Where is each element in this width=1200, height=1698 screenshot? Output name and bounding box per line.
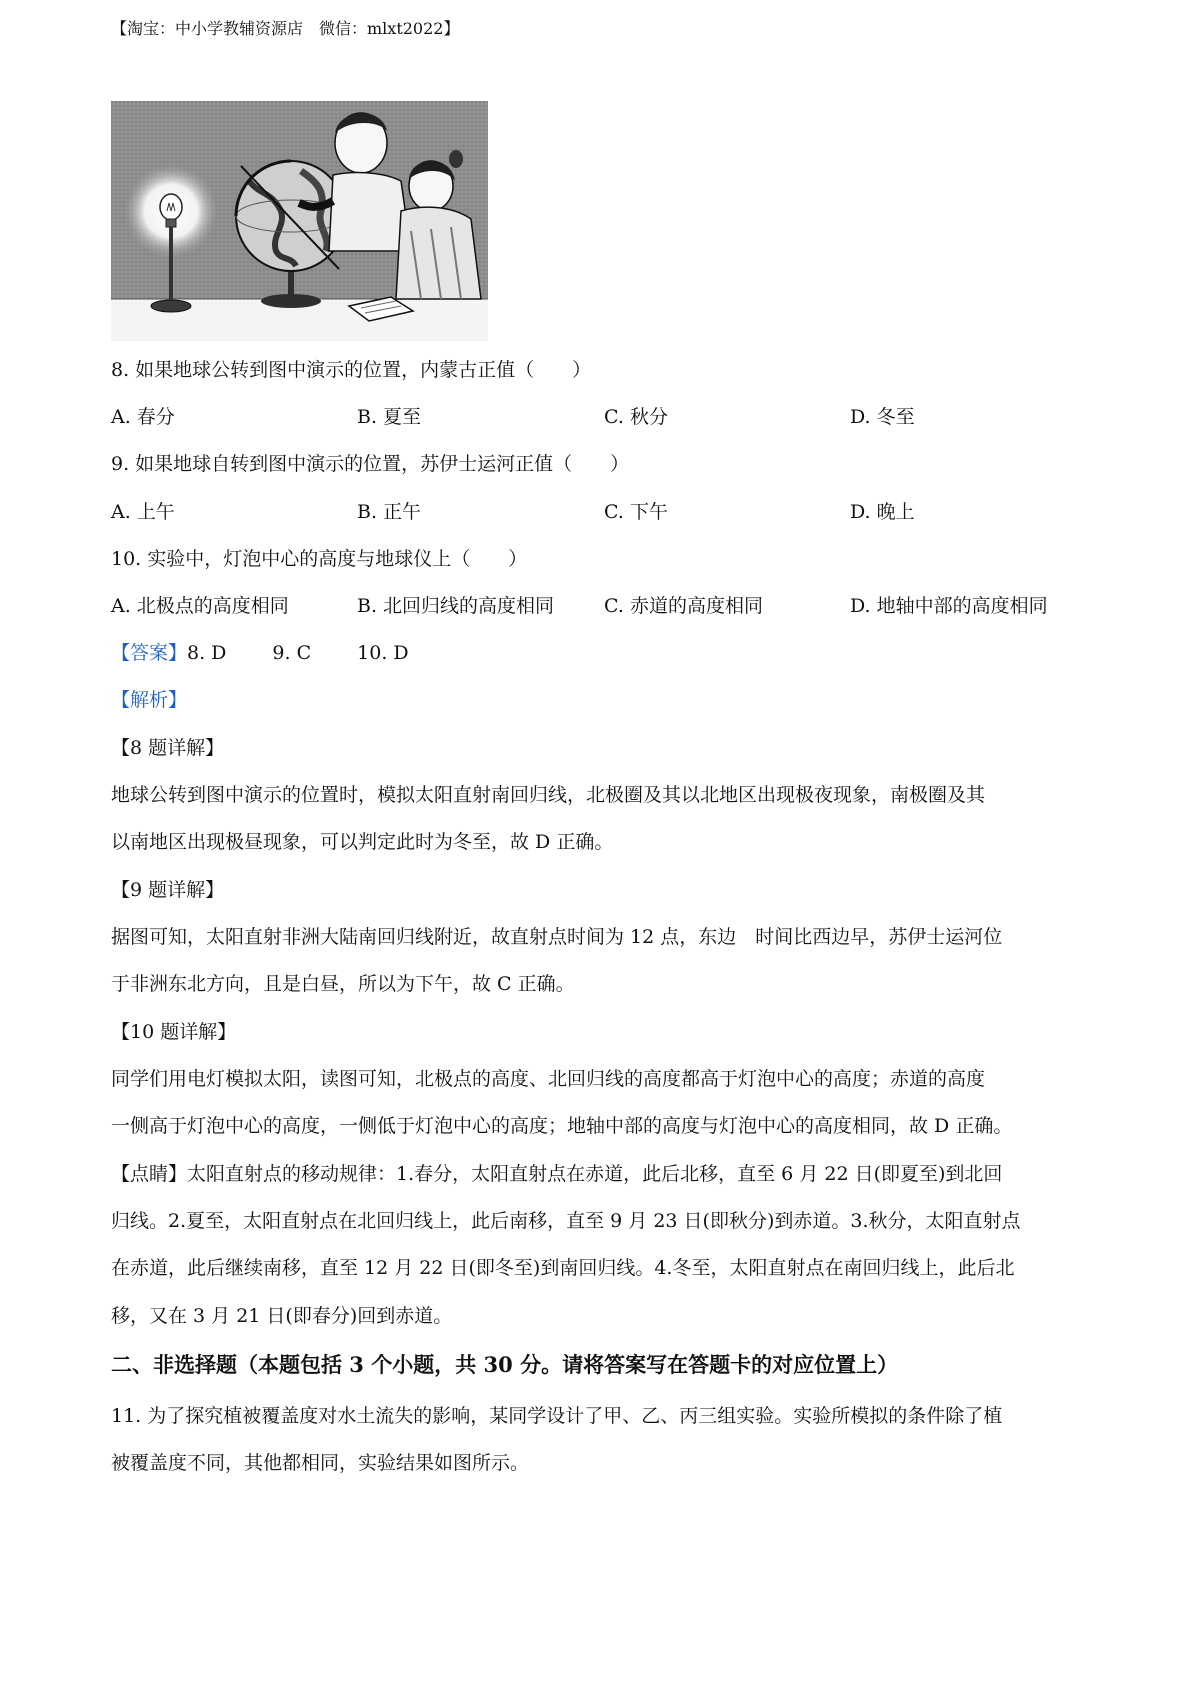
q10-option-c: C. 赤道的高度相同 — [604, 595, 763, 617]
q9-option-c: C. 下午 — [604, 501, 668, 523]
question-8-stem: 8. 如果地球公转到图中演示的位置，内蒙古正值（ ） — [111, 359, 592, 381]
tip-first-line — [111, 1161, 1002, 1187]
tip-text: 太阳直射点的移动规律：1.春分，太阳直射点在赤道，此后北移，直至 6 月 22 日(即夏至)到北回 — [187, 1163, 1003, 1185]
globe-lamp-illustration — [111, 101, 488, 341]
detail-10-line: 一侧高于灯泡中心的高度，一侧低于灯泡中心的高度；地轴中部的高度与灯泡中心的高度相同，故 D 正确。 — [111, 1115, 1013, 1137]
detail-9-line: 于非洲东北方向，且是白昼，所以为下午，故 C 正确。 — [111, 973, 575, 995]
tip-label: 【点睛】 — [111, 1163, 188, 1185]
detail-8-title: 【8 题详解】 — [111, 737, 225, 759]
q9-option-a: A. 上午 — [111, 501, 175, 523]
q9-option-d: D. 晚上 — [850, 501, 915, 523]
q8-option-d: D. 冬至 — [850, 406, 915, 428]
q8-option-c: C. 秋分 — [604, 406, 668, 428]
question-11-line: 11. 为了探究植被覆盖度对水土流失的影响，某同学设计了甲、乙、丙三组实验。实验所模拟的条件除了植 — [111, 1405, 1003, 1427]
detail-9-line: 据图可知，太阳直射非洲大陆南回归线附近，故直射点时间为 12 点，东边 时间比西边早，苏伊士运河位 — [111, 926, 1003, 948]
detail-9-title: 【9 题详解】 — [111, 879, 225, 901]
answer-label: 【答案】 — [111, 642, 188, 664]
tip-line: 移，又在 3 月 21 日(即春分)回到赤道。 — [111, 1305, 453, 1327]
detail-10-title: 【10 题详解】 — [111, 1021, 237, 1043]
q10-option-d: D. 地轴中部的高度相同 — [850, 595, 1048, 617]
answer-9: 9. C — [272, 642, 312, 664]
detail-10-line: 同学们用电灯模拟太阳，读图可知，北极点的高度、北回归线的高度都高于灯泡中心的高度；赤道的高度 — [111, 1068, 986, 1090]
answer-line — [111, 640, 409, 666]
detail-8-line: 以南地区出现极昼现象，可以判定此时为冬至，故 D 正确。 — [111, 831, 614, 853]
q10-option-a: A. 北极点的高度相同 — [111, 595, 289, 617]
q8-option-b: B. 夏至 — [357, 406, 422, 428]
q8-option-a: A. 春分 — [111, 406, 175, 428]
question-10-stem: 10. 实验中，灯泡中心的高度与地球仪上（ ） — [111, 548, 528, 570]
analysis-label: 【解析】 — [111, 689, 188, 711]
detail-8-line: 地球公转到图中演示的位置时，模拟太阳直射南回归线，北极圈及其以北地区出现极夜现象，南极圈及其 — [111, 784, 986, 806]
q10-option-b: B. 北回归线的高度相同 — [357, 595, 555, 617]
section-2-heading: 二、非选择题（本题包括 3 个小题，共 30 分。请将答案写在答题卡的对应位置上） — [111, 1352, 899, 1377]
page-header: 【淘宝：中小学教辅资源店 微信：mlxt2022】 — [111, 19, 460, 38]
tip-line: 归线。2.夏至，太阳直射点在北回归线上，此后南移，直至 9 月 23 日(即秋分)到赤道。3.秋分，太阳直射点 — [111, 1210, 1021, 1232]
answer-8: 8. D — [187, 642, 227, 664]
question-9-stem: 9. 如果地球自转到图中演示的位置，苏伊士运河正值（ ） — [111, 453, 630, 475]
tip-line: 在赤道，此后继续南移，直至 12 月 22 日(即冬至)到南回归线。4.冬至，太阳直射点在南回归线上，此后北 — [111, 1257, 1015, 1279]
question-11-line: 被覆盖度不同，其他都相同，实验结果如图所示。 — [111, 1452, 530, 1474]
answer-10: 10. D — [357, 642, 409, 664]
q9-option-b: B. 正午 — [357, 501, 422, 523]
